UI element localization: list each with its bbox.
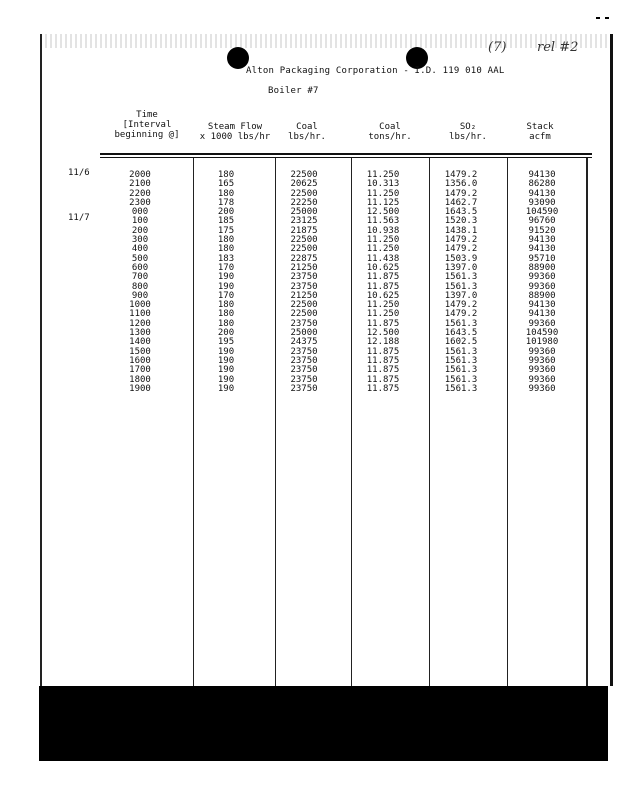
- column-divider: [429, 158, 430, 686]
- table-cell: 23750: [290, 281, 318, 292]
- table-cell: 183: [217, 253, 235, 264]
- table-cell: 23750: [290, 365, 318, 376]
- table-cell: 178: [217, 197, 235, 208]
- table-cell: 11.250: [366, 235, 400, 246]
- table-cell: 99360: [528, 355, 556, 366]
- table-cell: 180: [217, 188, 235, 199]
- boiler-label: Boiler #7: [268, 86, 319, 96]
- stack-column: [512, 171, 572, 394]
- table-cell: 170: [217, 290, 235, 301]
- table-cell: 190: [217, 383, 235, 394]
- table-cell: 23750: [290, 374, 318, 385]
- table-cell: 1503.9: [444, 253, 478, 264]
- table-cell: 1561.3: [444, 346, 478, 357]
- column-divider: [193, 158, 194, 686]
- table-cell: 1602.5: [444, 337, 478, 348]
- table-cell: 22500: [290, 300, 318, 311]
- table-cell: 22500: [290, 309, 318, 320]
- table-cell: 1400: [129, 337, 151, 348]
- table-cell: 1397.0: [444, 290, 478, 301]
- table-cell: 99360: [528, 272, 556, 283]
- table-cell: 25000: [290, 207, 318, 218]
- table-cell: 94130: [528, 188, 556, 199]
- table-cell: 99360: [528, 374, 556, 385]
- table-cell: 190: [217, 272, 235, 283]
- table-cell: 200: [217, 207, 235, 218]
- table-cell: 190: [217, 374, 235, 385]
- table-cell: 22500: [290, 188, 318, 199]
- table-cell: 1643.5: [444, 328, 478, 339]
- table-cell: 104590: [525, 207, 559, 218]
- table-cell: 1479.2: [444, 300, 478, 311]
- table-cell: 600: [131, 262, 149, 273]
- table-cell: 1561.3: [444, 272, 478, 283]
- table-cell: 22875: [290, 253, 318, 264]
- table-cell: 101980: [525, 337, 559, 348]
- table-cell: 99360: [528, 318, 556, 329]
- table-cell: 23750: [290, 383, 318, 394]
- coal-lbs-column: [276, 171, 332, 394]
- table-cell: 22250: [290, 197, 318, 208]
- table-cell: 1479.2: [444, 235, 478, 246]
- table-cell: 10.625: [366, 262, 400, 273]
- table-cell: 175: [217, 225, 235, 236]
- table-cell: 800: [131, 281, 149, 292]
- handwritten-mark-right: rel #2: [537, 40, 579, 55]
- table-cell: 10.938: [366, 225, 400, 236]
- table-cell: 1700: [129, 365, 151, 376]
- table-cell: 1356.0: [444, 179, 478, 190]
- table-cell: 400: [131, 244, 149, 255]
- table-cell: 1397.0: [444, 262, 478, 273]
- table-cell: 21875: [290, 225, 318, 236]
- table-cell: 500: [131, 253, 149, 264]
- table-cell: 11.875: [366, 374, 400, 385]
- table-cell: 1479.2: [444, 188, 478, 199]
- table-cell: 24375: [290, 337, 318, 348]
- document-title: Alton Packaging Corporation - I.D. 119 010 AAL: [246, 66, 505, 76]
- table-cell: 25000: [290, 328, 318, 339]
- table-cell: 2100: [129, 179, 151, 190]
- table-cell: 20625: [290, 179, 318, 190]
- table-cell: 1643.5: [444, 207, 478, 218]
- table-cell: 23750: [290, 272, 318, 283]
- scan-speck: [596, 17, 600, 19]
- table-cell: 1479.2: [444, 309, 478, 320]
- table-cell: 1438.1: [444, 225, 478, 236]
- table-cell: 1800: [129, 374, 151, 385]
- column-divider: [351, 158, 352, 686]
- table-cell: 180: [217, 170, 235, 180]
- table-cell: 23125: [290, 216, 318, 227]
- column-header-so2: SO₂ lbs/hr.: [449, 122, 487, 142]
- table-cell: 11.438: [366, 253, 400, 264]
- time-column: [112, 171, 168, 394]
- column-header-time: Time [Interval beginning @]: [114, 110, 180, 140]
- table-cell: 22500: [290, 170, 318, 180]
- table-cell: 1200: [129, 318, 151, 329]
- table-cell: 88900: [528, 290, 556, 301]
- table-cell: 170: [217, 262, 235, 273]
- table-cell: 300: [131, 235, 149, 246]
- table-cell: 21250: [290, 262, 318, 273]
- table-cell: 100: [131, 216, 149, 227]
- table-cell: 10.313: [366, 179, 400, 190]
- table-cell: 1561.3: [444, 318, 478, 329]
- table-cell: 1561.3: [444, 281, 478, 292]
- table-cell: 180: [217, 318, 235, 329]
- table-cell: 23750: [290, 355, 318, 366]
- table-cell: 180: [217, 235, 235, 246]
- table-cell: 1000: [129, 300, 151, 311]
- table-cell: 1479.2: [444, 170, 478, 180]
- table-cell: 94130: [528, 235, 556, 246]
- table-cell: 12.188: [366, 337, 400, 348]
- table-cell: 1520.3: [444, 216, 478, 227]
- table-cell: 22500: [290, 235, 318, 246]
- table-cell: 190: [217, 346, 235, 357]
- table-cell: 21250: [290, 290, 318, 301]
- table-cell: 12.500: [366, 328, 400, 339]
- table-cell: 900: [131, 290, 149, 301]
- table-cell: 185: [217, 216, 235, 227]
- table-cell: 700: [131, 272, 149, 283]
- table-cell: 94130: [528, 244, 556, 255]
- table-cell: 200: [217, 328, 235, 339]
- table-cell: 11.875: [366, 281, 400, 292]
- table-cell: 1900: [129, 383, 151, 394]
- table-cell: 11.875: [366, 365, 400, 376]
- scan-black-band: [39, 686, 608, 761]
- table-cell: 99360: [528, 281, 556, 292]
- date-label: 11/6: [68, 168, 90, 178]
- table-cell: 99360: [528, 383, 556, 394]
- table-cell: 190: [217, 365, 235, 376]
- table-cell: 1561.3: [444, 365, 478, 376]
- table-cell: 1100: [129, 309, 151, 320]
- so2-column: [432, 171, 490, 394]
- table-cell: 11.875: [366, 355, 400, 366]
- table-cell: 86280: [528, 179, 556, 190]
- table-cell: 1479.2: [444, 244, 478, 255]
- table-cell: 11.875: [366, 346, 400, 357]
- table-cell: 93090: [528, 197, 556, 208]
- table-cell: 11.875: [366, 318, 400, 329]
- column-header-coal-tons: Coal tons/hr.: [368, 122, 412, 142]
- handwritten-mark-left: (7): [488, 40, 507, 55]
- table-cell: 96760: [528, 216, 556, 227]
- steam-flow-column: [200, 171, 252, 394]
- table-cell: 11.250: [366, 170, 400, 180]
- table-cell: 2300: [129, 197, 151, 208]
- table-cell: 95710: [528, 253, 556, 264]
- table-cell: 91520: [528, 225, 556, 236]
- table-cell: 94130: [528, 309, 556, 320]
- table-cell: 180: [217, 300, 235, 311]
- header-rule-bottom: [100, 157, 592, 158]
- table-cell: 190: [217, 355, 235, 366]
- column-header-stack: Stack acfm: [526, 122, 554, 142]
- table-cell: 190: [217, 281, 235, 292]
- table-cell: 1500: [129, 346, 151, 357]
- table-cell: 1600: [129, 355, 151, 366]
- table-cell: 1561.3: [444, 355, 478, 366]
- table-cell: 10.625: [366, 290, 400, 301]
- table-cell: 104590: [525, 328, 559, 339]
- table-cell: 1561.3: [444, 383, 478, 394]
- table-cell: 1462.7: [444, 197, 478, 208]
- table-cell: 23750: [290, 318, 318, 329]
- table-cell: 12.500: [366, 207, 400, 218]
- table-cell: 11.250: [366, 300, 400, 311]
- table-cell: 165: [217, 179, 235, 190]
- table-cell: 1300: [129, 328, 151, 339]
- scan-speck: [605, 17, 609, 19]
- table-cell: 94130: [528, 300, 556, 311]
- table-cell: 195: [217, 337, 235, 348]
- table-cell: 11.250: [366, 309, 400, 320]
- table-cell: 11.875: [366, 383, 400, 394]
- table-cell: 88900: [528, 262, 556, 273]
- table-cell: 200: [131, 225, 149, 236]
- table-cell: 11.563: [366, 216, 400, 227]
- column-divider: [586, 158, 588, 686]
- table-cell: 11.250: [366, 188, 400, 199]
- table-cell: 180: [217, 309, 235, 320]
- column-header-coal-lbs: Coal lbs/hr.: [288, 122, 326, 142]
- table-cell: 11.875: [366, 272, 400, 283]
- table-cell: 99360: [528, 346, 556, 357]
- date-label: 11/7: [68, 213, 90, 223]
- table-cell: 000: [131, 207, 149, 218]
- table-cell: 94130: [528, 170, 556, 180]
- column-divider: [507, 158, 508, 686]
- table-cell: 11.125: [366, 197, 400, 208]
- table-cell: 22500: [290, 244, 318, 255]
- table-cell: 11.250: [366, 244, 400, 255]
- coal-tons-column: [354, 171, 412, 394]
- header-rule-top: [100, 153, 592, 155]
- table-cell: 1561.3: [444, 374, 478, 385]
- table-cell: 180: [217, 244, 235, 255]
- table-cell: 2000: [129, 170, 151, 180]
- table-cell: 99360: [528, 365, 556, 376]
- table-cell: 2200: [129, 188, 151, 199]
- column-header-steam-flow: Steam Flow x 1000 lbs/hr: [199, 122, 271, 142]
- table-cell: 23750: [290, 346, 318, 357]
